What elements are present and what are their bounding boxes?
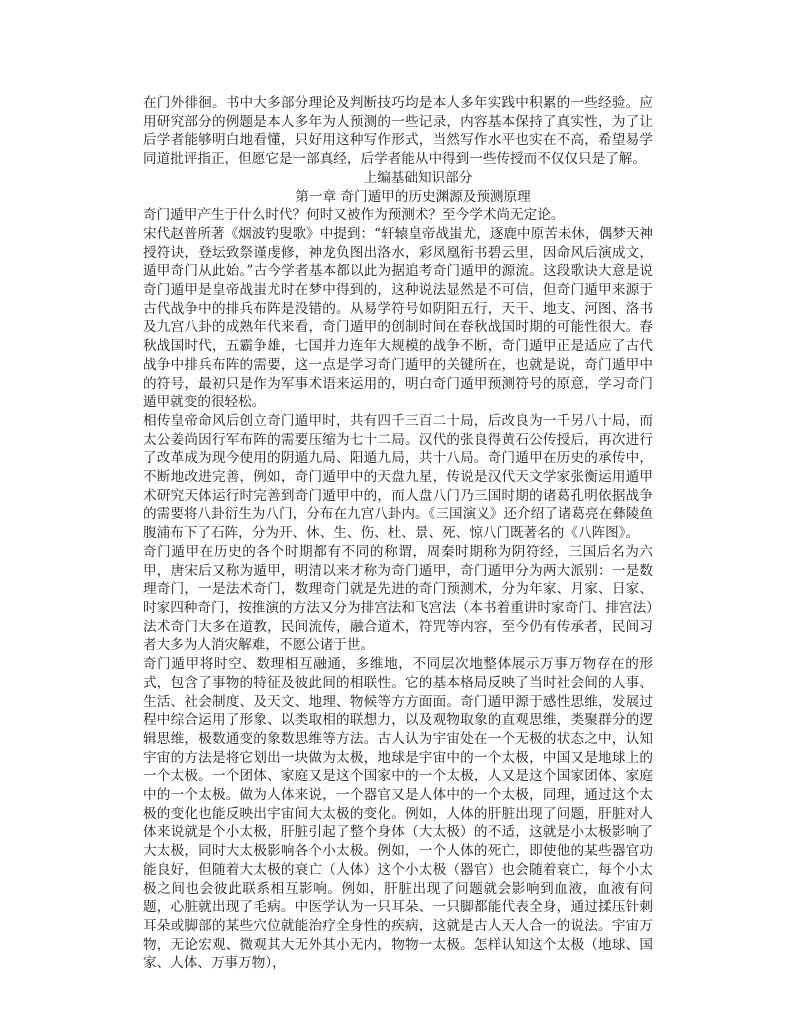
chapter-heading: 第一章 奇门遁甲的历史渊源及预测原理 [295,188,531,205]
body-paragraph: 奇门遁甲产生于什么时代？何时又被作为预测术？至今学术尚无定论。 [143,207,565,224]
intro-paragraph: 在门外徘徊。书中大多部分理论及判断技巧均是本人多年实践中积累的一些经验。应用研究部分的例题是本人多年为人预测的一些记录，内容基本保持了真实性，为了让后学者能够明白地看懂，只好用这种写作形式，当然写作水平也实在不高，希望易学同道批评指正，但愿它是一部真经，后学者能从中得到一些传授而不仅仅只是了解。 [143,95,653,168]
body-paragraph: 奇门遁甲将时空、数理相互融通，多维地，不同层次地整体展示万事万物存在的形式，包含了事物的特征及彼此间的相联性。它的基本格局反映了当时社会间的人事、生活、社会制度、及天文、地理、物候等方方面面。奇门遁甲源于感性思维，发展过程中综合运用了形象、以类取相的联想力，以及观物取象的直观思维，类聚群分的逻辑思维，极数通变的象数思维等方法。古人认为宇宙处在一个无极的状态之中，认知宇宙的方法是将它划出一块做为太极，地球是宇宙中的一个太极，中国又是地球上的一个太极。一个团体、家庭又是这个国家中的一个太极，人又是这个国家团体、家庭中的一个太极。做为人体来说，一个器官又是人体中的一个太极，同理，通过这个太极的变化也能反映出宇宙间大太极的变化。例如，人体的肝脏出现了问题，肝脏对人体来说就是个小太极，肝脏引起了整个身体（大太极）的不适，这就是小太极影响了大太极，同时大太极影响各个小太极。例如，一个人体的死亡，即使他的某些器官功能良好，但随着大太极的衰亡（人体）这个小太极（器官）也会随着衰亡，每个小太极之间也会彼此联系相互影响。例如，肝脏出现了问题就会影响到血液，血液有问题，心脏就出现了毛病。中医学认为一只耳朵、一只脚都能代表全身，通过揉压针刺耳朵或脚部的某些穴位就能治疗全身性的疾病，这就是古人天人合一的说法。宇宙万物，无论宏观、微观其大无外其小无内，物物一太极。怎样认知这个太极（地球、国家、人体、万事万物）， [143,656,653,972]
body-paragraph: 奇门遁甲在历史的各个时期都有不同的称谓，周秦时期称为阴符经，三国后名为六甲，唐宋后又称为遁甲，明清以来才称为奇门遁甲，奇门遁甲分为两大派别：一是数理奇门，一是法术奇门，数理奇门就是先进的奇门预测术，分为年家、月家、日家、时家四种奇门，按推演的方法又分为排宫法和飞宫法（本书着重讲时家奇门、排宫法）法术奇门大多在道教，民间流传，融合道术，符咒等内容，至今仍有传承者，民间习者大多为人消灾解难，不愿公诸于世。 [143,543,653,654]
body-paragraph: 相传皇帝命风后创立奇门遁甲时，共有四千三百二十局，后改良为一千另八十局，而太公姜尚因行军布阵的需要压缩为七十二局。汉代的张良得黄石公传授后，再次进行了改革成为现今使用的阴遁九局、阳遁九局，共十八局。奇门遁甲在历史的承传中，不断地改进完善，例如，奇门遁甲中的天盘九星，传说是汉代天文学家张衡运用遁甲术研究天体运行时完善到奇门遁甲中的，而人盘八门乃三国时期的诸葛孔明依据战争的需要将八卦衍生为八门，分布在九宫八卦内。《三国演义》还介绍了诸葛亮在彝陵鱼腹浦布下了石阵，分为开、休、生、伤、杜、景、死、惊八门既著名的《八阵图》。 [143,412,653,542]
part-heading: 上编基础知识部分 [363,169,473,186]
document-page [143,94,653,973]
body-paragraph: 宋代赵普所著《烟波钓叟歌》中提到：“轩辕皇帝战蚩尤，逐鹿中原苦未休，偶梦天神授符诀，登坛致祭谨虔修，神龙负图出洛水，彩凤凰衔书碧云里，因命风后演成文，遁甲奇门从此始。”古今学者基本都以此为据追考奇门遁甲的源流。这段歌诀大意是说奇门遁甲是皇帝战蚩尤时在梦中得到的，这种说法显然是不可信，但奇门遁甲来源于古代战争中的排兵布阵是没错的。从易学符号如阴阳五行，天干、地支、河图、洛书及九宫八卦的成熟年代来看，奇门遁甲的创制时间在春秋战国时期的可能性很大。春秋战国时代，五霸争雄，七国并力连年大规模的战争不断，奇门遁甲正是适应了古代战争中排兵布阵的需要，这一点是学习奇门遁甲的关键所在，也就是说，奇门遁甲中的符号，最初只是作为军事术语来运用的，明白奇门遁甲预测符号的原意，学习奇门遁甲就变的很轻松。 [143,225,653,411]
